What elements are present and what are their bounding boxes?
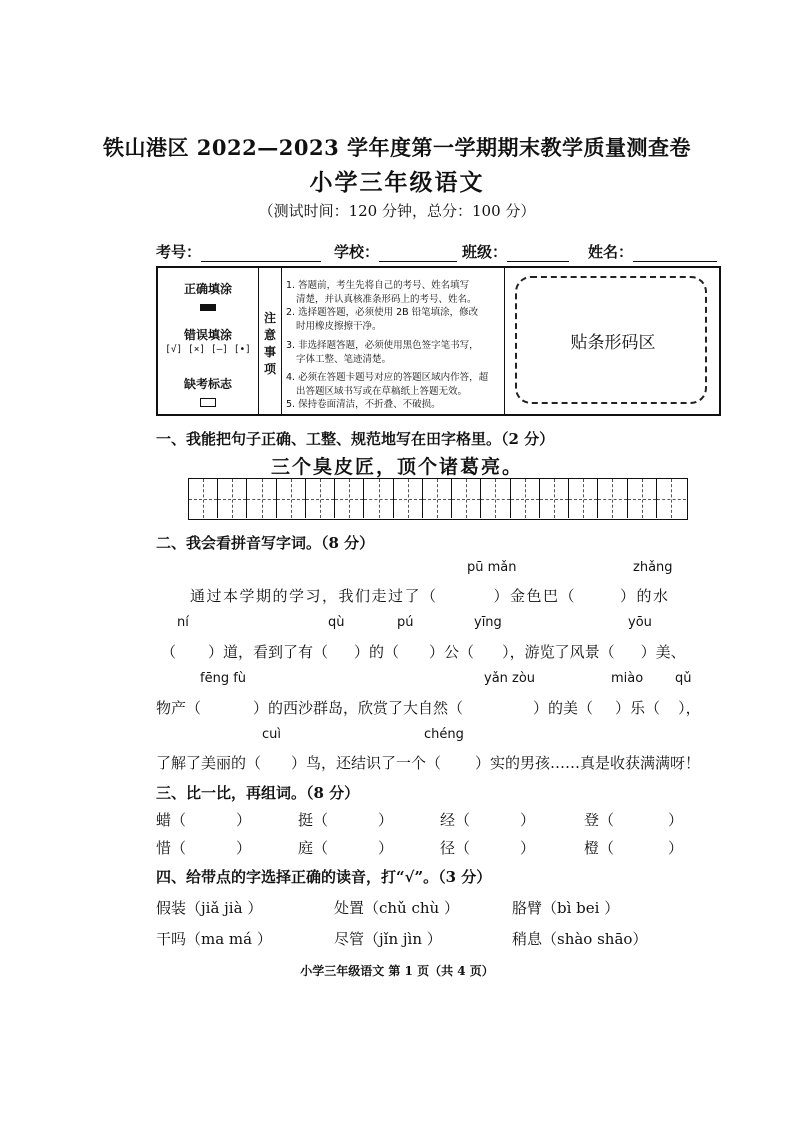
rule-line: 3. 非选择题答题，必须使用黑色签字笔书写， — [286, 340, 479, 351]
q3-item — [298, 837, 393, 858]
cell-guide — [218, 499, 246, 500]
q3-close: ） — [668, 811, 684, 829]
tianzi-cell[interactable] — [306, 479, 335, 518]
pinyin-qu2: qǔ — [675, 671, 692, 686]
cell-guide — [628, 499, 656, 500]
q2-text: 物产（ — [156, 699, 202, 717]
q3-char: 庭（ — [298, 839, 329, 857]
q3-item — [440, 809, 535, 830]
tianzi-cell[interactable] — [218, 479, 247, 518]
q3-char: 登（ — [584, 811, 615, 829]
cell-guide — [247, 499, 275, 500]
tianzi-cell[interactable] — [481, 479, 510, 518]
q3-char: 橙（ — [584, 839, 615, 857]
tianzi-cell[interactable] — [247, 479, 276, 518]
cell-guide — [511, 499, 539, 500]
q2-line3 — [156, 697, 701, 718]
exam-title: 铁山港区 2022—2023 学年度第一学期期末教学质量测查卷 — [102, 135, 691, 160]
rule-line: 4. 必须在答题卡题号对应的答题区域内作答，超 — [286, 372, 489, 383]
pinyin-ying: yīng — [474, 615, 502, 630]
cell-guide — [481, 499, 509, 500]
cell-guide — [598, 499, 626, 500]
exam-no-field — [156, 241, 321, 262]
cell-guide — [657, 499, 686, 500]
q3-char: 挺（ — [298, 811, 329, 829]
q3-close: ） — [520, 811, 536, 829]
rule-line: 5. 保持卷面清洁，不折叠、不破损。 — [286, 399, 441, 410]
barcode-area-label: 贴条形码区 — [570, 333, 656, 353]
barcode-area[interactable] — [515, 276, 707, 404]
cell-guide — [452, 499, 480, 500]
correct-fill-sample — [200, 304, 216, 311]
tianzi-cell[interactable] — [394, 479, 423, 518]
q2-text: ）道，看到了有（ — [208, 643, 329, 661]
q3-item — [584, 837, 683, 858]
q2-text: （ — [161, 643, 177, 661]
rule-line: 出答题区域书写或在草稿纸上答题无效。 — [296, 385, 468, 397]
q1-title: 一、我能把句子正确、工整、规范地写在田字格里。（2 分） — [156, 430, 555, 448]
q2-line4 — [156, 752, 700, 773]
q3-close: ） — [378, 839, 394, 857]
q2-text: ）的水 — [620, 587, 670, 605]
absent-mark-box[interactable] — [200, 398, 216, 407]
q3-char: 惜（ — [156, 839, 187, 857]
q2-text: ）金色巴（ — [493, 587, 577, 605]
tianzi-cell[interactable] — [335, 479, 364, 518]
tianzi-cell[interactable] — [452, 479, 481, 518]
barcode-column — [505, 268, 719, 414]
q2-text: ）， — [678, 699, 701, 717]
cell-guide — [189, 499, 217, 500]
q2-line1 — [190, 585, 670, 606]
q3-char: 径（ — [440, 839, 471, 857]
rule-line: 清楚，并认真核准条形码上的考号、姓名。 — [296, 293, 477, 305]
q3-title: 三、比一比，再组词。（8 分） — [156, 784, 360, 802]
q2-text: 通过本学期的学习，我们走过了（ — [190, 587, 438, 605]
cell-guide — [306, 499, 334, 500]
name-line[interactable] — [633, 243, 717, 262]
notice-char: 项 — [263, 362, 276, 376]
pinyin-ni: ní — [177, 615, 189, 630]
q3-item — [298, 809, 393, 830]
exam-no-label: 考号： — [156, 243, 202, 261]
correct-fill-label: 正确填涂 — [183, 282, 232, 296]
q3-char: 经（ — [440, 811, 471, 829]
rule-line: 1. 答题前，考生先将自己的考号、姓名填写 — [286, 280, 470, 291]
q3-item — [156, 837, 251, 858]
tianzi-cell[interactable] — [540, 479, 569, 518]
q3-close: ） — [236, 811, 252, 829]
q2-text: ）的美（ — [533, 699, 594, 717]
fill-examples-column — [158, 268, 259, 414]
tianzi-cell[interactable] — [569, 479, 598, 518]
notice-label — [259, 310, 281, 378]
tianzi-cell[interactable] — [511, 479, 540, 518]
school-field — [334, 241, 457, 262]
pinyin-pu-man: pū mǎn — [467, 560, 517, 575]
pinyin-pu: pú — [397, 615, 414, 630]
q1-sentence: 三个臭皮匠，顶个诸葛亮。 — [270, 456, 523, 478]
pinyin-zhang: zhǎng — [633, 560, 673, 575]
q3-item — [440, 837, 535, 858]
rules-column — [282, 268, 505, 414]
pinyin-cui: cuì — [262, 727, 281, 742]
q2-text: ）实的男孩……真是收获满满呀！ — [475, 754, 701, 772]
pinyin-miao: miào — [611, 671, 644, 686]
q4-title: 四、给带点的字选择正确的读音，打“√”。（3 分） — [156, 868, 492, 886]
cell-guide — [335, 499, 363, 500]
q2-text: ）鸟，还结识了一个（ — [291, 754, 442, 772]
school-line[interactable] — [379, 243, 457, 262]
cell-guide — [569, 499, 597, 500]
notice-char: 注 — [263, 311, 276, 325]
class-label: 班级： — [462, 243, 508, 261]
rule-line: 2. 选择题答题，必须使用 2B 铅笔填涂，修改 — [286, 307, 479, 318]
q4-item[interactable]: 处置（chǔ chù ） — [334, 899, 459, 917]
tianzi-cell[interactable] — [598, 479, 627, 518]
exam-no-line[interactable] — [201, 243, 321, 262]
name-field — [588, 241, 717, 262]
q3-close: ） — [668, 839, 684, 857]
page-footer: 小学三年级语文 第 1 页（共 4 页） — [300, 964, 494, 978]
q2-text: ）的（ — [354, 643, 400, 661]
q2-line2 — [161, 641, 686, 662]
cell-guide — [423, 499, 451, 500]
notice-char: 事 — [263, 345, 276, 359]
tianzi-cell[interactable] — [364, 479, 393, 518]
pinyin-you: yōu — [628, 615, 652, 630]
exam-duration: （测试时间：120 分钟，总分：100 分） — [258, 202, 536, 220]
class-field — [462, 241, 569, 262]
class-line[interactable] — [507, 243, 569, 262]
cell-guide — [394, 499, 422, 500]
pinyin-yan-zou: yǎn zòu — [484, 671, 536, 686]
notice-column — [259, 268, 282, 414]
q4-item[interactable]: 稍息（shào shāo） — [512, 930, 648, 948]
tianzi-cell[interactable] — [189, 479, 218, 518]
cell-guide — [277, 499, 305, 500]
absent-mark-label: 缺考标志 — [183, 377, 232, 391]
rule-line: 时用橡皮擦擦干净。 — [296, 320, 382, 332]
wrong-fill-examples: [√] [×] [—] [•] — [165, 344, 251, 355]
q2-text: ）的西沙群岛，欣赏了大自然（ — [253, 699, 464, 717]
cell-guide — [540, 499, 568, 500]
q2-title: 二、我会看拼音写字词。（8 分） — [156, 534, 375, 552]
pinyin-feng-fu: fēng fù — [200, 671, 247, 686]
rule-line: 字体工整、笔迹清楚。 — [296, 353, 392, 365]
pinyin-cheng: chéng — [424, 727, 464, 742]
q2-text: ），游览了风景（ — [502, 643, 615, 661]
answer-sheet-info-box — [156, 266, 721, 416]
q2-text: ）乐（ — [615, 699, 661, 717]
q2-text: ）公（ — [429, 643, 475, 661]
tianzi-cell[interactable] — [277, 479, 306, 518]
q4-item[interactable]: 干吗（ma má ） — [156, 930, 272, 948]
name-label: 姓名： — [588, 243, 634, 261]
subject-title: 小学三年级语文 — [309, 169, 485, 196]
q3-char: 蜡（ — [156, 811, 187, 829]
notice-char: 意 — [263, 328, 276, 342]
school-label: 学校： — [334, 243, 380, 261]
tianzi-cell[interactable] — [657, 479, 686, 518]
q4-item[interactable]: 胳臂（bì bei ） — [512, 899, 620, 917]
tianzi-grid[interactable] — [188, 478, 688, 520]
q4-item[interactable]: 假装（jiǎ jià ） — [156, 899, 263, 917]
tianzi-cell[interactable] — [628, 479, 657, 518]
q3-close: ） — [236, 839, 252, 857]
q3-item — [584, 809, 683, 830]
wrong-fill-label: 错误填涂 — [183, 328, 232, 342]
q4-item[interactable]: 尽管（jǐn jìn ） — [334, 930, 442, 948]
cell-guide — [364, 499, 392, 500]
q3-close: ） — [520, 839, 536, 857]
tianzi-cell[interactable] — [423, 479, 452, 518]
q2-text: ）美、 — [640, 643, 686, 661]
pinyin-qu: qù — [328, 615, 345, 630]
q3-close: ） — [378, 811, 394, 829]
q3-item — [156, 809, 251, 830]
q2-text: 了解了美丽的（ — [156, 754, 262, 772]
